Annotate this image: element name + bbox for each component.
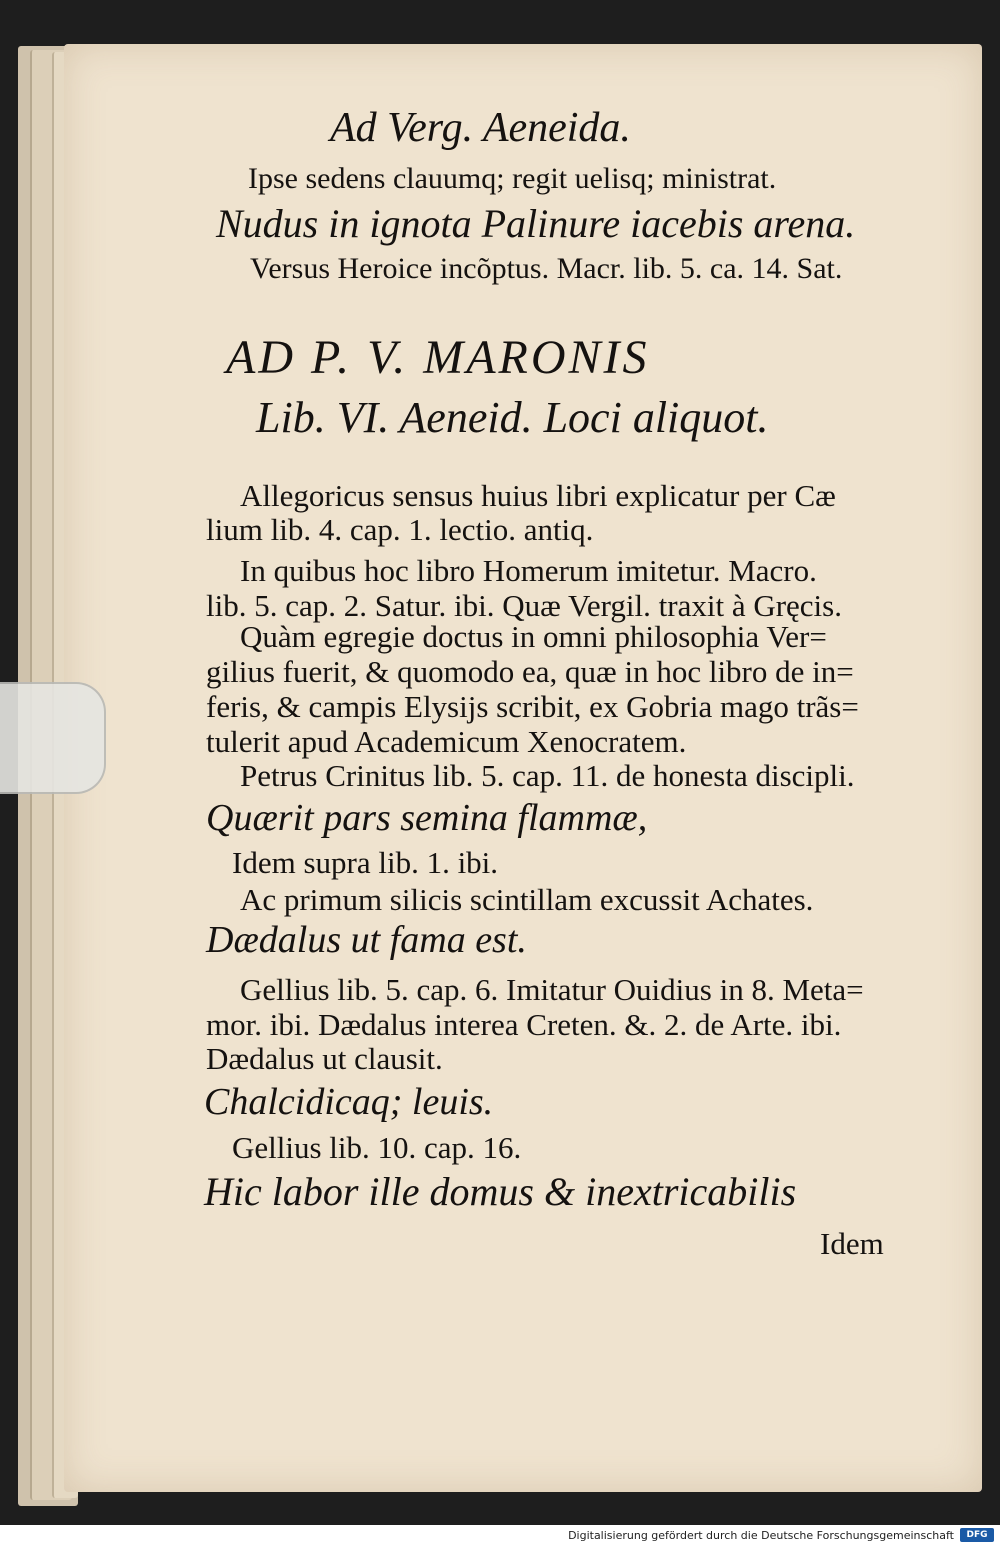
verse-incipit: Quærit pars semina flammæ,	[206, 797, 648, 839]
verse-incipit: Chalcidicaq; leuis.	[204, 1081, 494, 1123]
text-line: gilius fuerit, & quomodo ea, quæ in hoc libro de in=	[206, 654, 854, 689]
catchword: Idem	[820, 1226, 884, 1261]
verse-incipit: Hic labor ille domus & inextricabilis	[204, 1169, 797, 1214]
verse-line: Nudus in ignota Palinure iacebis arena.	[216, 201, 856, 246]
text-line: Idem supra lib. 1. ibi.	[232, 845, 499, 880]
text-line: Dædalus ut clausit.	[206, 1041, 443, 1076]
footer-bar	[0, 1525, 1000, 1546]
text-line: Petrus Crinitus lib. 5. cap. 11. de honesta discipli.	[240, 758, 855, 793]
heading-ad-verg: Ad Verg. Aeneida.	[330, 105, 631, 151]
text-line: mor. ibi. Dædalus interea Creten. &. 2. de Arte. ibi.	[206, 1007, 842, 1042]
text-line: Gellius lib. 10. cap. 16.	[232, 1130, 522, 1165]
text-line: Allegoricus sensus huius libri explicatur per Cæ	[240, 478, 836, 513]
text-line: lib. 5. cap. 2. Satur. ibi. Quæ Vergil. traxit à Gręcis.	[206, 588, 842, 623]
text-line: Quàm egregie doctus in omni philosophia Ver=	[240, 619, 827, 654]
text-line: lium lib. 4. cap. 1. lectio. antiq.	[206, 512, 594, 547]
page-clip	[0, 682, 106, 794]
footer-credit: Digitalisierung gefördert durch die Deutsche Forschungsgemeinschaft	[568, 1529, 954, 1542]
dfg-logo-icon: DFG	[960, 1528, 994, 1542]
section-subheading: Lib. VI. Aeneid. Loci aliquot.	[256, 393, 769, 442]
section-heading: AD P. V. MARONIS	[226, 331, 650, 384]
text-line: In quibus hoc libro Homerum imitetur. Macro.	[240, 553, 817, 588]
text-line: feris, & campis Elysijs scribit, ex Gobria mago trãs=	[206, 689, 859, 724]
verse-incipit: Dædalus ut fama est.	[206, 919, 527, 961]
note-line: Versus Heroice incõptus. Macr. lib. 5. ca. 14. Sat.	[250, 252, 843, 285]
text-line: Gellius lib. 5. cap. 6. Imitatur Ouidius in 8. Meta=	[240, 972, 864, 1007]
text-line: Ac primum silicis scintillam excussit Achates.	[240, 882, 814, 917]
verse-line: Ipse sedens clauumq; regit uelisq; ministrat.	[248, 162, 777, 195]
text-line: tulerit apud Academicum Xenocratem.	[206, 724, 687, 759]
